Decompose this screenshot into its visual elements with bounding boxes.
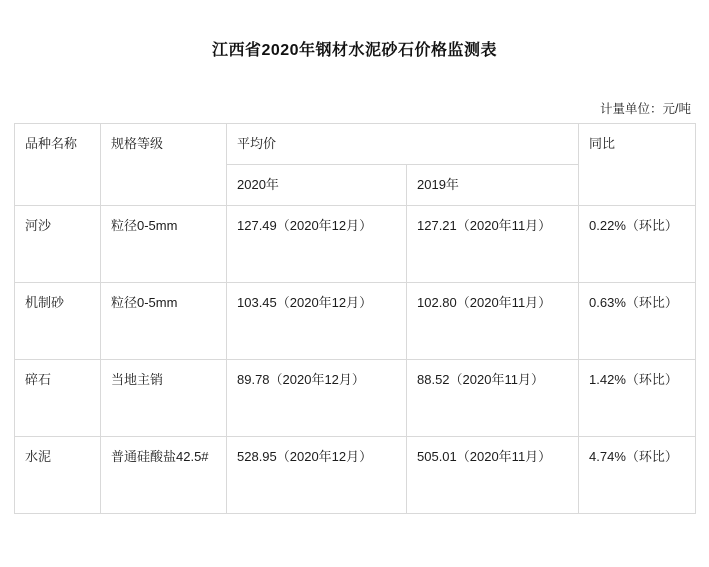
cell-price-2020: 127.49（2020年12月） [227,206,407,283]
header-name: 品种名称 [15,124,101,206]
cell-yoy: 0.63%（环比） [579,283,696,360]
cell-spec: 粒径0-5mm [101,283,227,360]
cell-price-2019: 102.80（2020年11月） [407,283,579,360]
header-average-price: 平均价 [227,124,579,165]
cell-yoy: 4.74%（环比） [579,437,696,514]
cell-price-2019: 88.52（2020年11月） [407,360,579,437]
cell-price-2020: 89.78（2020年12月） [227,360,407,437]
unit-note: 计量单位：元/吨 [600,102,691,116]
header-year-2020: 2020年 [227,165,407,206]
header-spec: 规格等级 [101,124,227,206]
table-row [15,206,696,283]
cell-yoy: 1.42%（环比） [579,360,696,437]
cell-spec: 普通硅酸盐42.5# [101,437,227,514]
table-row [15,360,696,437]
header-year-2019: 2019年 [407,165,579,206]
cell-name: 水泥 [15,437,101,514]
cell-name: 河沙 [15,206,101,283]
table-header-row-1 [15,124,696,165]
table-row [15,437,696,514]
cell-spec: 当地主销 [101,360,227,437]
cell-spec: 粒径0-5mm [101,206,227,283]
cell-name: 机制砂 [15,283,101,360]
page-title: 江西省2020年钢材水泥砂石价格监测表 [211,42,498,59]
cell-name: 碎石 [15,360,101,437]
cell-price-2020: 528.95（2020年12月） [227,437,407,514]
cell-price-2019: 127.21（2020年11月） [407,206,579,283]
price-monitoring-table [14,123,696,514]
cell-yoy: 0.22%（环比） [579,206,696,283]
header-yoy: 同比 [579,124,696,206]
cell-price-2019: 505.01（2020年11月） [407,437,579,514]
cell-price-2020: 103.45（2020年12月） [227,283,407,360]
table-row [15,283,696,360]
document-page [0,40,709,567]
